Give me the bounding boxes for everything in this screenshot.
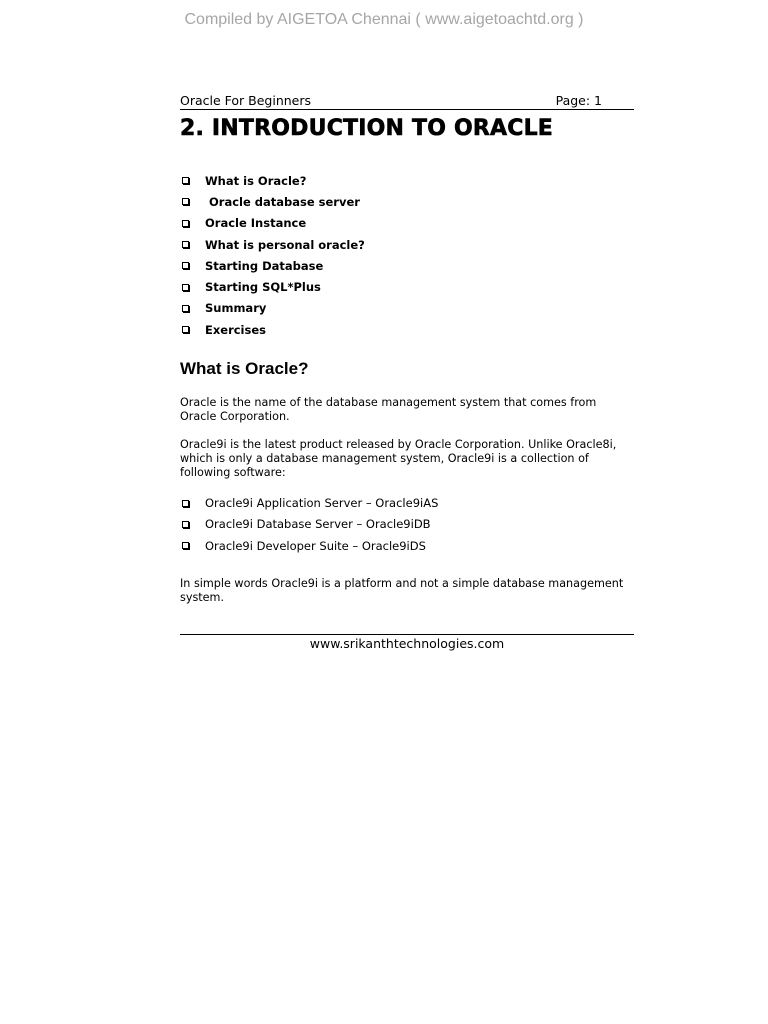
list-item xyxy=(180,535,634,556)
software-label: Oracle9i Application Server – Oracle9iAS xyxy=(205,496,439,511)
hollow-square-bullet-icon xyxy=(182,262,189,269)
list-item xyxy=(180,234,634,255)
hollow-square-bullet-icon xyxy=(182,305,189,312)
book-title: Oracle For Beginners xyxy=(180,93,312,108)
hollow-square-bullet-icon xyxy=(182,220,189,227)
list-item xyxy=(180,276,634,297)
footer-divider xyxy=(180,634,634,635)
page-content xyxy=(180,92,634,605)
topic-label: Starting Database xyxy=(205,258,324,273)
chapter-title: 2. INTRODUCTION TO ORACLE xyxy=(180,116,554,141)
list-item xyxy=(180,213,634,234)
topic-label: What is personal oracle? xyxy=(205,237,365,252)
paragraph-oracle9i-description: Oracle9i is the latest product released by Oracle Corporation. Unlike Oracle8i, which is only a database management system, Oracle9i is a collection of following software: xyxy=(180,438,617,480)
hollow-square-bullet-icon xyxy=(182,284,189,291)
list-item xyxy=(180,191,634,212)
paragraph-summary: In simple words Oracle9i is a platform and not a simple database management system. xyxy=(180,577,624,605)
list-item xyxy=(180,514,634,535)
list-item xyxy=(180,170,634,191)
software-label: Oracle9i Database Server – Oracle9iDB xyxy=(205,517,431,532)
footer-website: www.srikanthtechnologies.com xyxy=(309,636,505,651)
hollow-square-bullet-icon xyxy=(182,241,189,248)
chapter-topics-list xyxy=(180,170,634,340)
hollow-square-bullet-icon xyxy=(182,198,189,205)
topic-label: Oracle database server xyxy=(205,194,360,209)
topic-label: Starting SQL*Plus xyxy=(205,280,321,295)
hollow-square-bullet-icon xyxy=(182,542,189,549)
list-item xyxy=(180,298,634,319)
section-heading: What is Oracle? xyxy=(180,359,309,379)
hollow-square-bullet-icon xyxy=(182,521,189,528)
software-list xyxy=(180,492,634,556)
topic-label: Summary xyxy=(205,301,267,316)
paragraph-oracle-definition: Oracle is the name of the database management system that comes from Oracle Corporation. xyxy=(180,396,597,424)
topic-label: What is Oracle? xyxy=(205,173,307,188)
list-item xyxy=(180,492,634,513)
software-label: Oracle9i Developer Suite – Oracle9iDS xyxy=(205,538,426,553)
hollow-square-bullet-icon xyxy=(182,500,189,507)
hollow-square-bullet-icon xyxy=(182,177,189,184)
page-number: Page: 1 xyxy=(555,93,602,108)
topic-label: Exercises xyxy=(205,322,266,337)
list-item xyxy=(180,255,634,276)
topic-label: Oracle Instance xyxy=(205,216,307,231)
watermark-text: Compiled by AIGETOA Chennai ( www.aigetoachtd.org ) xyxy=(184,11,584,28)
list-item xyxy=(180,319,634,340)
running-header xyxy=(180,92,634,110)
hollow-square-bullet-icon xyxy=(182,326,189,333)
